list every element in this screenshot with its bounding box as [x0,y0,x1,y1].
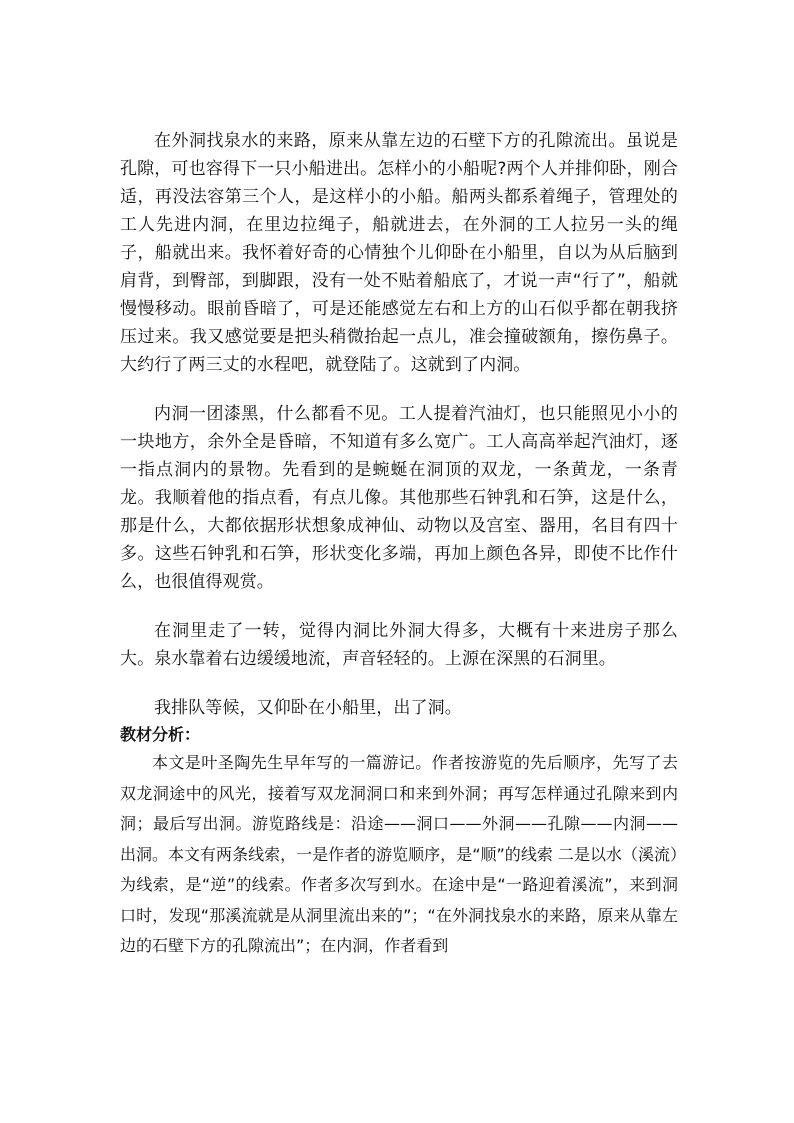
paragraph-outer-cave: 在外洞找泉水的来路，原来从靠左边的石壁下方的孔隙流出。虽说是孔隙，可也容得下一只小船进出。怎样小的小船呢?两个人并排仰卧，刚合适，再没法容第三个人，是这样小的小船。船两头都系着绳子，管理处的工人先进内洞，在里边拉绳子，船就进去，在外洞的工人拉另一头的绳子，船就出来。我怀着好奇的心情独个儿仰卧在小船里，自以为从后脑到肩背，到臀部，到脚跟，没有一处不贴着船底了，才说一声“行了”，船就慢慢移动。眼前昏暗了，可是还能感觉左右和上方的山石似乎都在朝我挤压过来。我又感觉要是把头稍微抬起一点儿，准会撞破额角，擦伤鼻子。大约行了两三丈的水程吧，就登陆了。这就到了内洞。 [120,131,678,375]
paragraph-exit: 我排队等候，又仰卧在小船里，出了洞。 [154,698,462,718]
paragraph-inner-cave: 内洞一团漆黑，什么都看不见。工人提着汽油灯，也只能照见小小的一块地方，余外全是昏暗，不知道有多么宽广。工人高高举起汽油灯，逐一指点洞内的景物。先看到的是蜿蜒在洞顶的双龙，一条黄龙，一条青龙。我顺着他的指点看，有点儿像。其他那些石钟乳和石笋，这是什么，那是什么，大都依据形状想象成神仙、动物以及宫室、器用，名目有四十多。这些石钟乳和石笋，形状变化多端，再加上颜色各异，即使不比作什么，也很值得观赏。 [120,404,678,592]
analysis-text: 本文是叶圣陶先生早年写的一篇游记。作者按游览的先后顺序，先写了去双龙洞途中的风光，接着写双龙洞洞口和来到外洞；再写怎样通过孔隙来到内洞；最后写出洞。游览路线是：沿途——洞口——外洞——孔隙——内洞——出洞。本文有两条线索，一是作者的游览顺序，是“顺”的线索 二是以水（溪流）为线索，是“逆”的线索。作者多次写到水。在途中是“一路迎着溪流”，来到洞口时，发现“那溪流就是从洞里流出来的”；“在外洞找泉水的来路，原来从靠左边的石壁下方的孔隙流出”；在内洞，作者看到 [120,753,678,955]
analysis-heading: 教材分析： [120,725,201,744]
paragraph-walk-around: 在洞里走了一转，觉得内洞比外洞大得多，大概有十来进房子那么大。泉水靠着右边缓缓地流，声音轻轻的。上源在深黑的石洞里。 [120,621,678,669]
document-page [120,127,678,962]
